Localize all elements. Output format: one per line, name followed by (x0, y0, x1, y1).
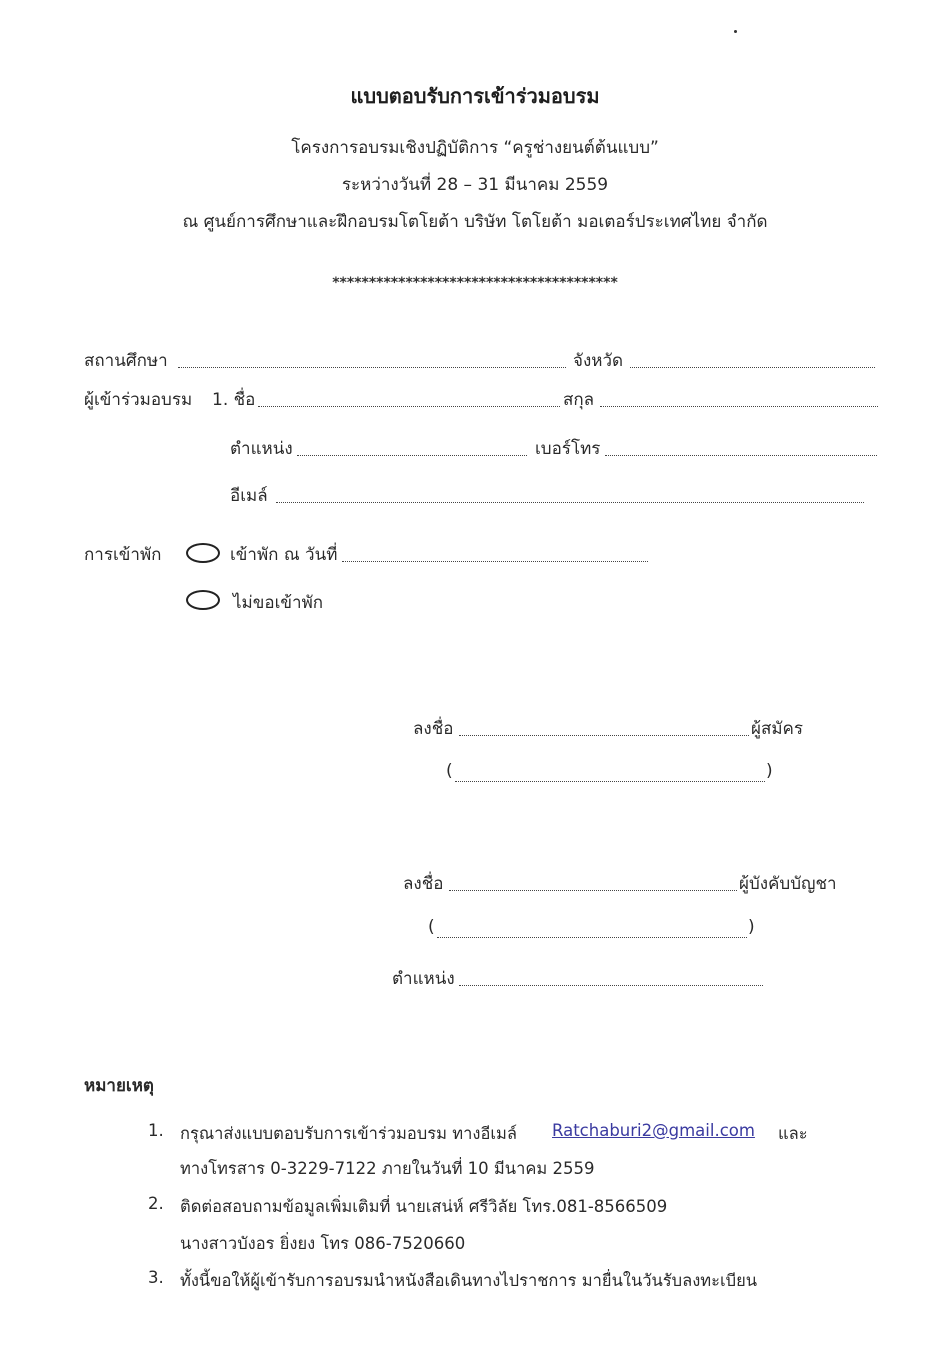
supervisor-printed-name-field[interactable] (437, 937, 747, 938)
note-2-contact: ติดต่อสอบถามข้อมูลเพิ่มเติมที่ นายเสน่ห์ ศรีวิลัย โทร.081-8566509 (180, 1197, 668, 1216)
project-name: โครงการอบรมเชิงปฏิบัติการ “ครูช่างยนต์ต้นแบบ” (291, 138, 659, 158)
form-title: แบบตอบรับการเข้าร่วมอบรม (350, 84, 600, 108)
applicant-role: ผู้สมัคร (751, 719, 804, 739)
applicant-sign-label: ลงชื่อ (413, 719, 454, 739)
lodging-label: การเข้าพัก (84, 545, 162, 565)
lodging-stay-radio[interactable] (186, 543, 220, 563)
province-label: จังหวัด (573, 351, 624, 371)
lodging-date-field[interactable] (342, 561, 648, 562)
note-3-number: 3. (148, 1268, 164, 1287)
training-venue: ณ ศูนย์การศึกษาและฝึกอบรมโตโยต้า บริษัท โตโยต้า มอเตอร์ประเทศไทย จำกัด (182, 212, 768, 232)
lodging-none-radio[interactable] (186, 590, 220, 610)
note-1-text: กรุณาส่งแบบตอบรับการเข้าร่วมอบรม ทางอีเมล์ (180, 1124, 517, 1143)
phone-label: เบอร์โทร (535, 439, 601, 459)
training-dates: ระหว่างวันที่ 28 – 31 มีนาคม 2559 (341, 175, 609, 195)
position-label: ตำแหน่ง (230, 439, 293, 459)
applicant-close-paren: ) (766, 761, 773, 781)
notes-heading: หมายเหตุ (84, 1076, 154, 1096)
lodging-stay-label: เข้าพัก ณ วันที่ (230, 545, 338, 565)
email-label: อีเมล์ (230, 486, 268, 506)
applicant-signature-field[interactable] (459, 735, 749, 736)
name-field[interactable] (258, 406, 560, 407)
supervisor-position-label: ตำแหน่ง (392, 969, 455, 989)
supervisor-position-field[interactable] (459, 985, 763, 986)
applicant-printed-name-field[interactable] (455, 781, 765, 782)
school-field[interactable] (178, 367, 566, 368)
participant-label: ผู้เข้าร่วมอบรม (84, 390, 193, 410)
note-3-text: ทั้งนี้ขอให้ผู้เข้ารับการอบรมนำหนังสือเดินทางไปราชการ มายื่นในวันรับลงทะเบียน (180, 1271, 758, 1290)
note-1-fax-deadline: ทางโทรสาร 0-3229-7122 ภายในวันที่ 10 มีนาคม 2559 (180, 1159, 595, 1178)
scan-speck (734, 30, 737, 33)
surname-label: สกุล (563, 390, 595, 410)
note-1-number: 1. (148, 1121, 164, 1140)
province-field[interactable] (630, 367, 875, 368)
phone-field[interactable] (605, 455, 877, 456)
school-label: สถานศึกษา (84, 351, 168, 371)
supervisor-sign-label: ลงชื่อ (403, 874, 444, 894)
separator-stars: *************************************** (332, 275, 618, 291)
applicant-open-paren: ( (446, 761, 453, 781)
name-label: 1. ชื่อ (212, 390, 256, 410)
lodging-none-label: ไม่ขอเข้าพัก (233, 593, 324, 613)
note-1-and: และ (778, 1124, 808, 1143)
supervisor-signature-field[interactable] (449, 890, 737, 891)
supervisor-open-paren: ( (428, 917, 435, 937)
note-2-contact-second: นางสาวบังอร ยิ่งยง โทร 086-7520660 (180, 1234, 466, 1253)
supervisor-close-paren: ) (748, 917, 755, 937)
supervisor-role: ผู้บังคับบัญชา (739, 874, 837, 894)
note-2-number: 2. (148, 1194, 164, 1213)
contact-email-link[interactable]: Ratchaburi2@gmail.com (552, 1121, 755, 1140)
surname-field[interactable] (600, 406, 878, 407)
position-field[interactable] (297, 455, 527, 456)
email-field[interactable] (276, 502, 864, 503)
